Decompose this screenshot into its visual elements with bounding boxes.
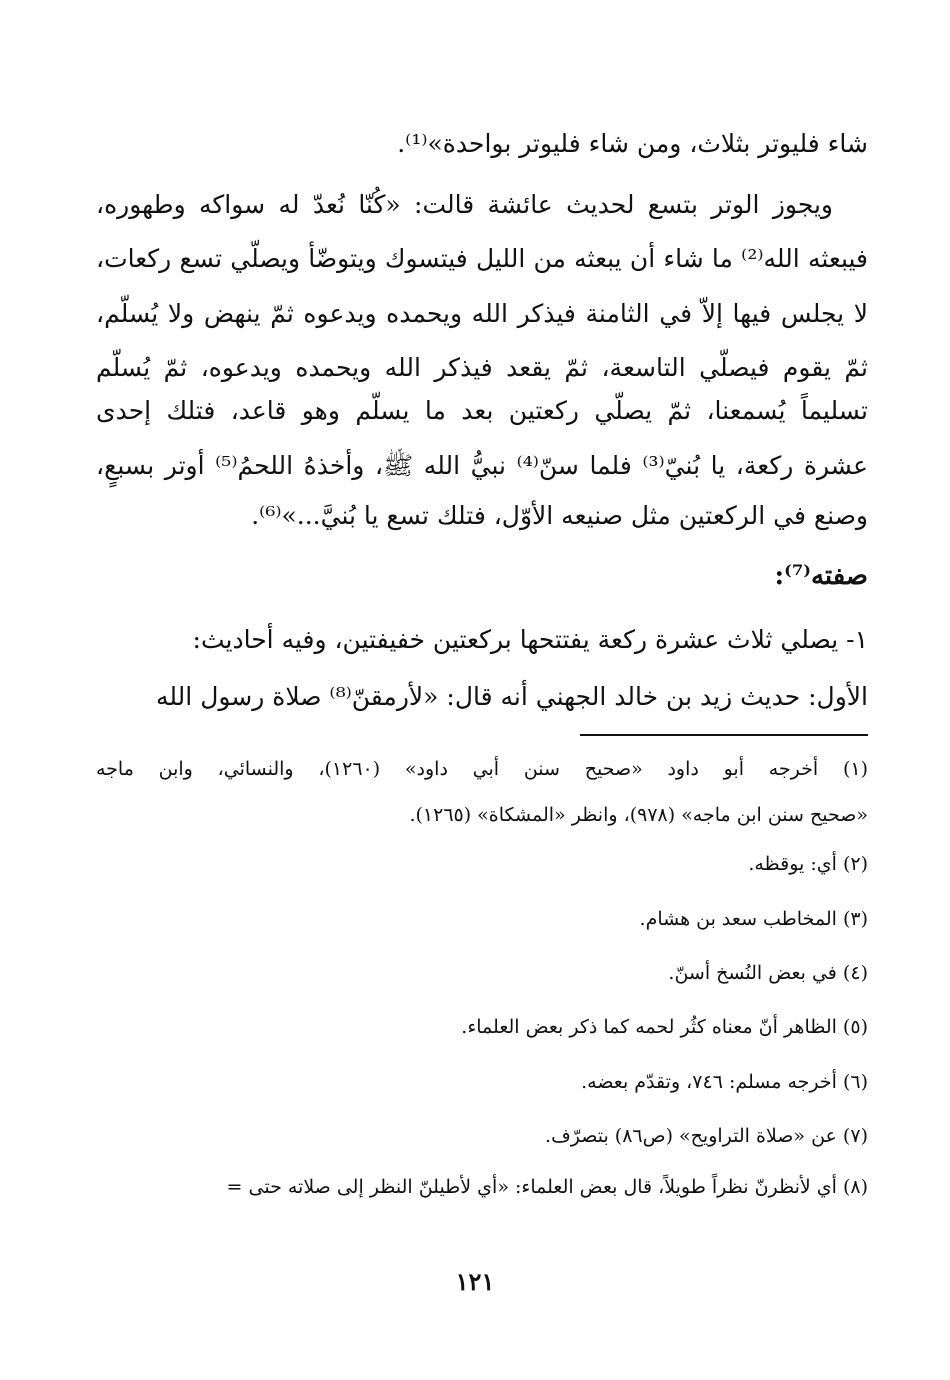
- footnote-line: (٥) الظاهر أنّ معناه كثُر لحمه كما ذكر بعض العلماء.: [461, 1016, 868, 1038]
- page-number: ١٢١: [455, 1267, 495, 1296]
- paragraph-line: ويجوز الوتر بتسع لحديث عائشة قالت: «كُنّا نُعدّ له سواكه وطهوره،: [96, 190, 833, 219]
- footnote-line: (٦) أخرجه مسلم: ٧٤٦، وتقدّم بعضه.: [581, 1071, 868, 1093]
- paragraph-line: شاء فليوتر بثلاث، ومن شاء فليوتر بواحدة»⁽¹⁾.: [397, 129, 868, 158]
- footnote-separator: [580, 734, 868, 736]
- paragraph-line: ثمّ يقوم فيصلّي التاسعة، ثمّ يقعد فيذكر الله ويحمده ويدعوه، ثمّ يُسلّم: [96, 353, 868, 382]
- paragraph-line: عشرة ركعة، يا بُنيّ⁽³⁾ فلما سنّ⁽⁴⁾ نبيُّ الله ﷺ، وأخذهُ اللحمُ⁽⁵⁾ أوتر بسبعٍ،: [96, 451, 869, 480]
- section-heading: صفته⁽⁷⁾:: [774, 561, 868, 591]
- paragraph-line: الأول: حديث زيد بن خالد الجهني أنه قال: «لأرمقنّ⁽⁸⁾ صلاة رسول الله: [156, 682, 868, 711]
- footnote-line: (٢) أي: يوقظه.: [748, 853, 868, 875]
- footnote-line: «صحيح سنن ابن ماجه» (٩٧٨)، وانظر «المشكاة» (١٢٦٥).: [409, 804, 868, 826]
- paragraph-line: وصنع في الركعتين مثل صنيعه الأوّل، فتلك تسع يا بُنيَّ...»⁽⁶⁾.: [251, 501, 868, 530]
- paragraph-line: فيبعثه الله⁽²⁾ ما شاء أن يبعثه من الليل فيتسوك ويتوضّأ ويصلّي تسع ركعات،: [96, 244, 868, 273]
- footnote-line: (٨) أي لأنظرنّ نظراً طويلاً، قال بعض العلماء: «أي لأطيلنّ النظر إلى صلاته حتى =: [226, 1176, 868, 1198]
- paragraph-line: ١- يصلي ثلاث عشرة ركعة يفتتحها بركعتين خفيفتين، وفيه أحاديث:: [192, 625, 868, 654]
- footnote-line: (٤) في بعض النُسخ أسنّ.: [668, 962, 868, 984]
- paragraph-line: لا يجلس فيها إلاّ في الثامنة فيذكر الله ويحمده ويدعوه ثمّ ينهض ولا يُسلّم،: [96, 299, 868, 328]
- footnote-line: (٧) عن «صلاة التراويح» (ص٨٦) بتصرّف.: [545, 1125, 868, 1147]
- paragraph-line: تسليماً يُسمعنا، ثمّ يصلّي ركعتين بعد ما يسلّم وهو قاعد، فتلك إحدى: [96, 396, 868, 425]
- footnote-line: (٣) المخاطب سعد بن هشام.: [639, 908, 868, 930]
- footnote-line: (١) أخرجه أبو داود «صحيح سنن أبي داود» (١٢٦٠)، والنسائي، وابن ماجه: [96, 758, 868, 780]
